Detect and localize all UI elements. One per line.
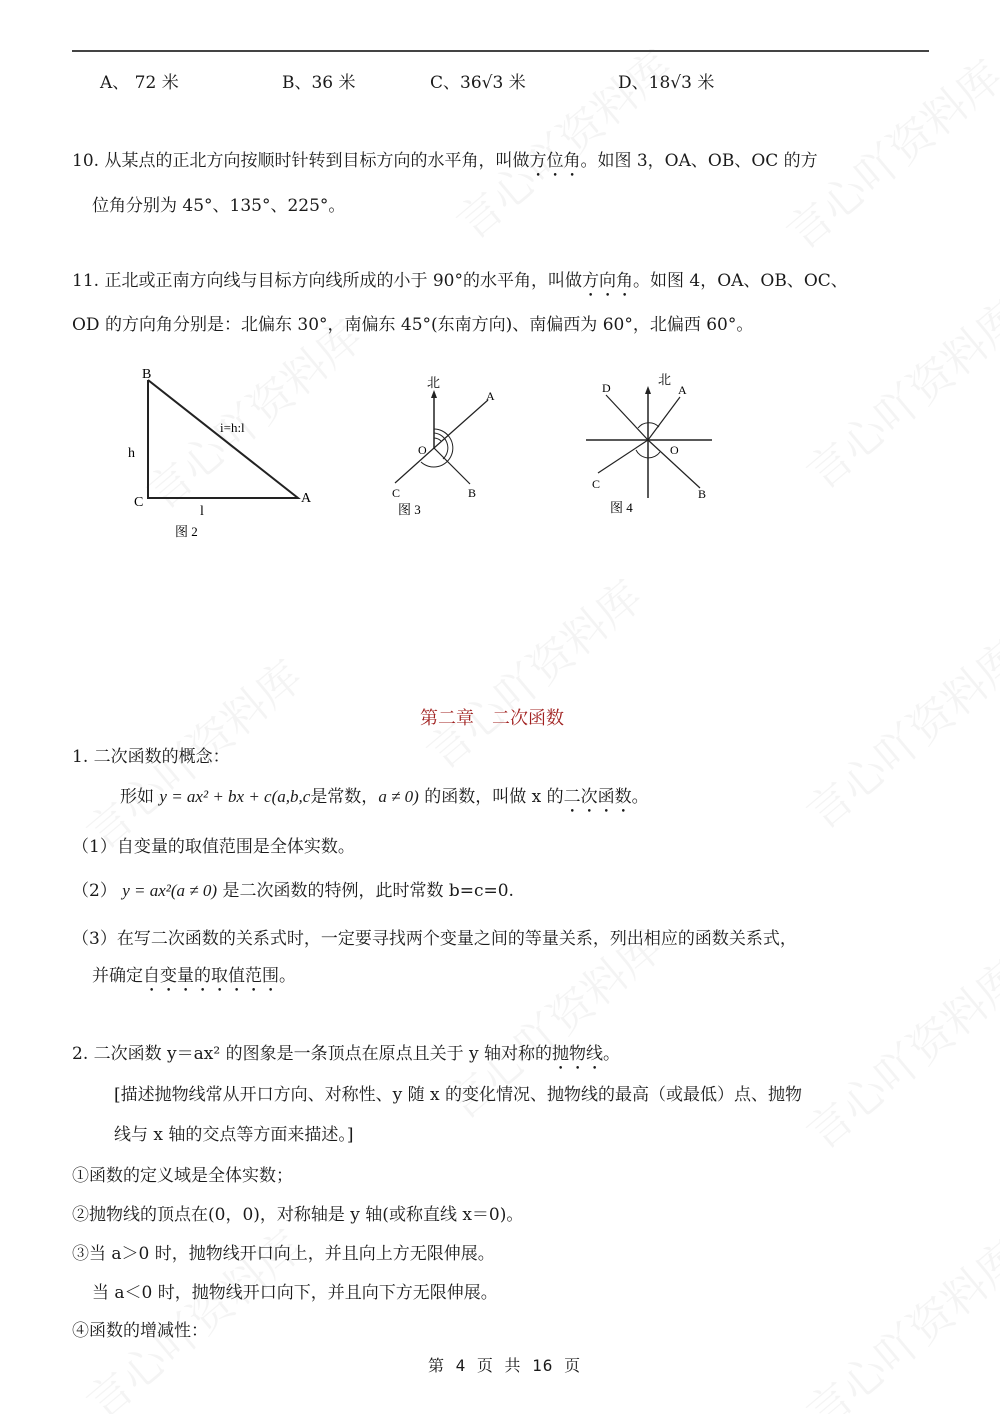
section-2-item-2: ②抛物线的顶点在(0，0)，对称轴是 y 轴(或称直线 x＝0)。 bbox=[72, 1205, 524, 1225]
section-1-point-2: （2） y = ax²(a ≠ 0) 是二次函数的特例，此时常数 b=c=0. bbox=[72, 881, 514, 901]
section-1-heading: 1. 二次函数的概念： bbox=[72, 747, 230, 767]
svg-text:O: O bbox=[670, 443, 679, 457]
section-2-item-4: ④函数的增减性： bbox=[72, 1321, 208, 1341]
svg-text:北: 北 bbox=[427, 375, 441, 390]
svg-text:B: B bbox=[468, 486, 477, 500]
section-1-point-1: （1）自变量的取值范围是全体实数。 bbox=[72, 837, 355, 857]
watermark bbox=[790, 1223, 1000, 1414]
svg-text:O: O bbox=[418, 443, 427, 457]
section-2-note-line2: 线与 x 轴的交点等方面来描述。] bbox=[114, 1125, 354, 1145]
svg-text:图 3: 图 3 bbox=[398, 502, 421, 517]
svg-text:C: C bbox=[134, 495, 144, 510]
svg-text:C: C bbox=[392, 486, 401, 500]
option-b: B、36 米 bbox=[282, 73, 356, 93]
figure-2-triangle bbox=[110, 360, 350, 545]
figure-3-bearing bbox=[380, 360, 530, 530]
section-2-item-3a: ③当 a＞0 时，抛物线开口向上，并且向上方无限伸展。 bbox=[72, 1244, 495, 1264]
svg-text:i=h:l: i=h:l bbox=[220, 420, 245, 435]
chapter-title: 第二章 二次函数 bbox=[420, 708, 564, 729]
svg-text:北: 北 bbox=[658, 372, 672, 387]
section-1-point-3-line2: 并确定自变量的取值范围。 bbox=[92, 966, 296, 986]
svg-text:图 4: 图 4 bbox=[610, 500, 633, 515]
svg-text:l: l bbox=[200, 504, 204, 519]
term-parabola: 抛物线 bbox=[551, 1044, 603, 1064]
quadratic-definition: 形如 y = ax² + bx + c(a,b,c是常数，a ≠ 0) 的函数，叫做 x 的二次函数。 bbox=[120, 787, 649, 807]
item-10-line2: 位角分别为 45°、135°、225°。 bbox=[92, 196, 346, 216]
svg-text:D: D bbox=[602, 381, 611, 395]
svg-text:C: C bbox=[592, 477, 601, 491]
section-1-point-3-line1: （3）在写二次函数的关系式时，一定要寻找两个变量之间的等量关系，列出相应的函数关系式， bbox=[72, 929, 797, 949]
term-bearing-angle: 方位角 bbox=[529, 151, 581, 171]
page-number: 第 4 页 共 16 页 bbox=[428, 1356, 582, 1375]
watermark bbox=[410, 563, 653, 782]
svg-text:B: B bbox=[698, 487, 707, 501]
figure-4-direction bbox=[570, 360, 730, 530]
option-a: A、 72 米 bbox=[100, 73, 179, 93]
watermark bbox=[790, 943, 1000, 1162]
option-d: D、18√3 米 bbox=[618, 73, 715, 93]
general-form-formula: y = ax² + bx + c(a,b,c bbox=[159, 787, 311, 806]
section-2-item-3b: 当 a＜0 时，抛物线开口向下，并且向下方无限伸展。 bbox=[92, 1283, 498, 1303]
section-2-heading: 2. 二次函数 y＝ax² 的图象是一条顶点在原点且关于 y 轴对称的抛物线。 bbox=[72, 1044, 620, 1064]
header-rule bbox=[72, 50, 929, 52]
item-11-line2: OD 的方向角分别是：北偏东 30°，南偏东 45°(东南方向)、南偏西为 60°，北偏西 60°。 bbox=[72, 315, 754, 335]
term-variable-range: 自变量的取值范围 bbox=[143, 966, 279, 986]
item-11-line1: 11. 正北或正南方向线与目标方向线所成的小于 90°的水平角，叫做方向角。如图 4，OA、OB、OC、 bbox=[72, 271, 848, 291]
term-direction-angle: 方向角 bbox=[581, 271, 633, 291]
svg-text:h: h bbox=[128, 446, 135, 461]
svg-text:A: A bbox=[486, 389, 495, 403]
watermark bbox=[790, 623, 1000, 842]
term-quadratic-function: 二次函数 bbox=[563, 787, 632, 807]
watermark bbox=[440, 33, 683, 252]
svg-text:A: A bbox=[678, 383, 687, 397]
section-2-item-1: ①函数的定义域是全体实数； bbox=[72, 1166, 293, 1186]
option-c: C、36√3 米 bbox=[430, 73, 526, 93]
svg-text:B: B bbox=[142, 367, 152, 382]
section-2-note-line1: [描述抛物线常从开口方向、对称性、y 随 x 的变化情况、抛物线的最高（或最低）点、抛物 bbox=[114, 1085, 803, 1105]
item-10-line1: 10. 从某点的正北方向按顺时针转到目标方向的水平角，叫做方位角。如图 3，OA、OB、OC 的方 bbox=[72, 151, 818, 171]
svg-text:A: A bbox=[301, 491, 312, 506]
watermark bbox=[790, 283, 1000, 502]
svg-text:图 2: 图 2 bbox=[175, 524, 198, 539]
